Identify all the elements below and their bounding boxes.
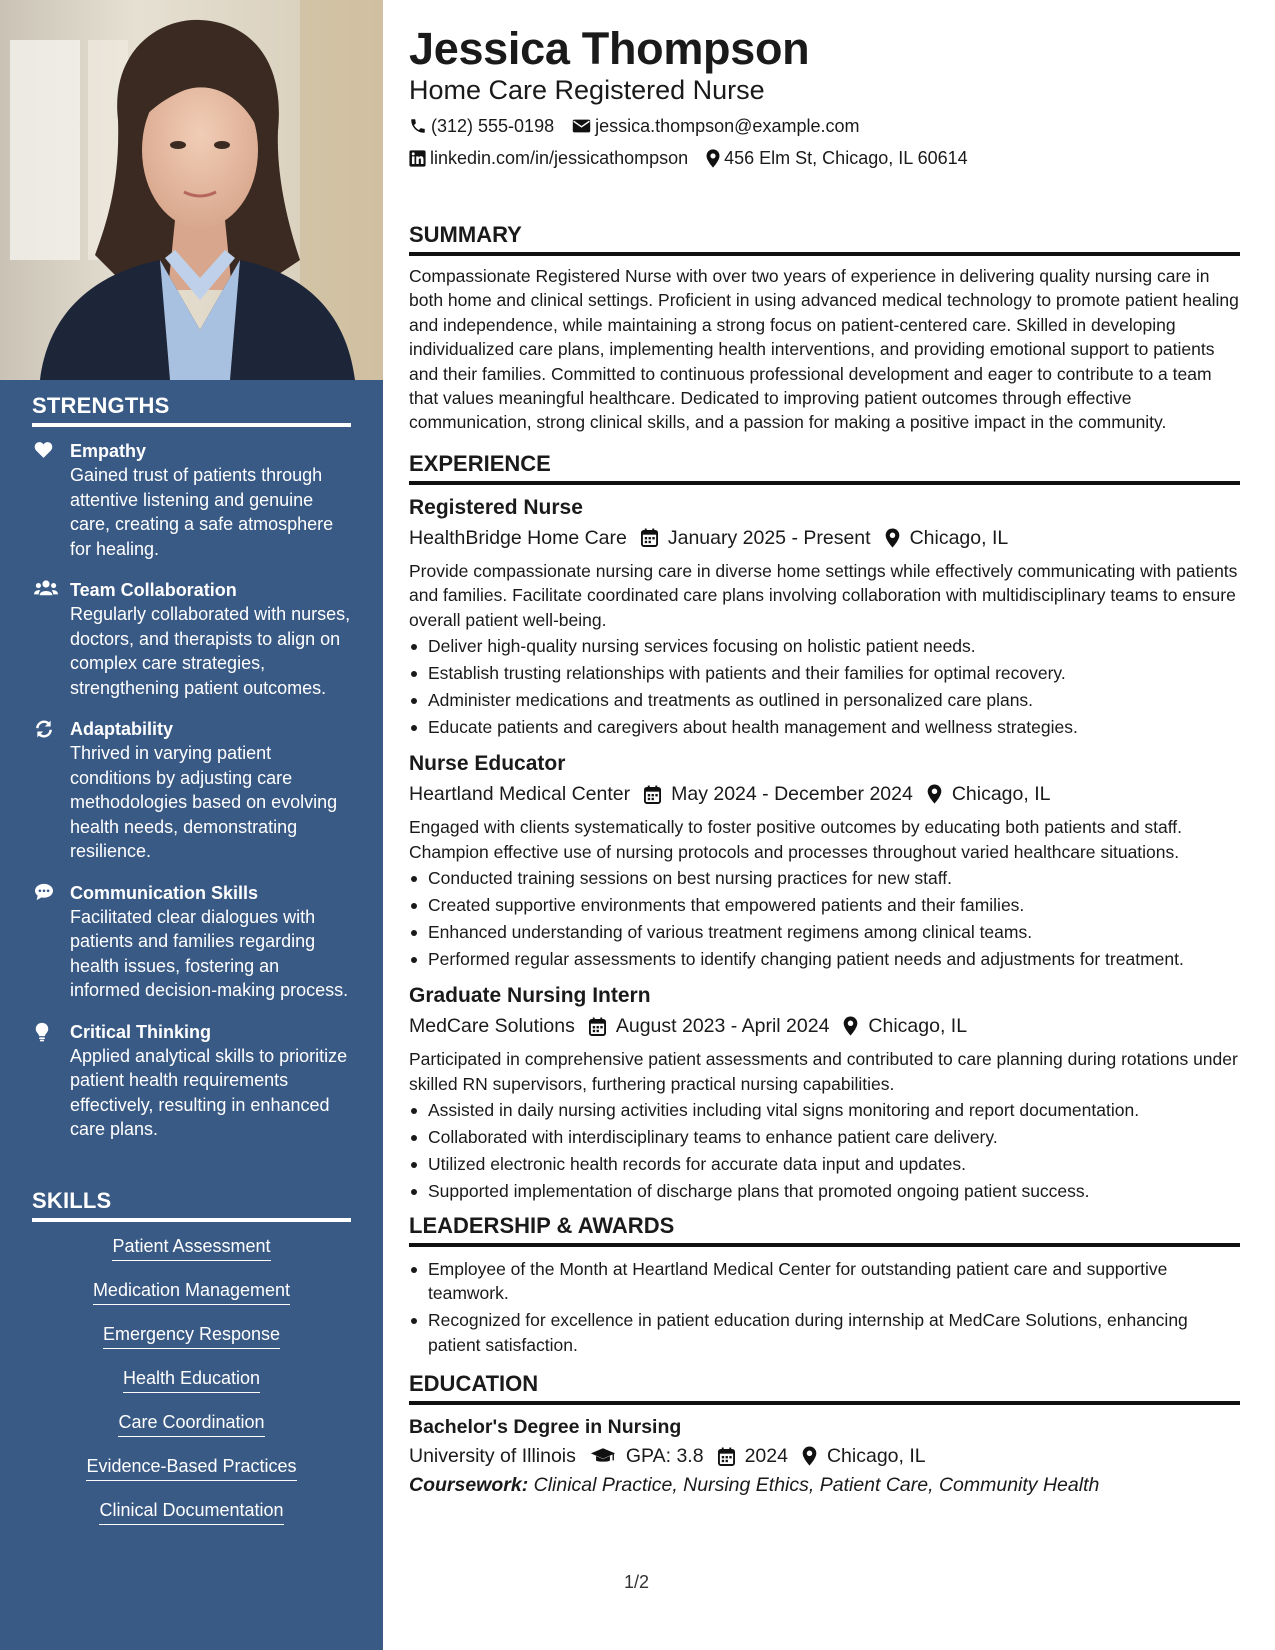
- experience-heading: EXPERIENCE: [409, 451, 1240, 485]
- bullet-item: Establish trusting relationships with patients and their families for optimal recovery.: [409, 661, 1240, 685]
- strength-item: [32, 439, 351, 561]
- lightbulb-icon: [32, 1020, 70, 1142]
- strength-item: [32, 717, 351, 864]
- refresh-icon: [32, 717, 70, 864]
- bullet-item: Assisted in daily nursing activities including vital signs monitoring and report documentation.: [409, 1098, 1240, 1122]
- candidate-role: Home Care Registered Nurse: [409, 75, 765, 105]
- contact-row: [409, 114, 1240, 138]
- email-text: jessica.thompson@example.com: [595, 116, 860, 136]
- job-company: Heartland Medical Center: [409, 783, 631, 806]
- bullet-item: Employee of the Month at Heartland Medical Center for outstanding patient care and supportive teamwork.: [409, 1257, 1240, 1306]
- location-pin-icon: [885, 528, 900, 548]
- edu-location: Chicago, IL: [826, 1445, 926, 1468]
- job-bullets: [409, 1098, 1240, 1203]
- location-pin-icon: [802, 1446, 817, 1466]
- skill-item: Evidence-Based Practices: [86, 1454, 296, 1481]
- gpa-wrap: [590, 1441, 704, 1471]
- skills-list: [32, 1234, 351, 1542]
- job-bullets: [409, 634, 1240, 739]
- edu-location-wrap: [802, 1441, 926, 1471]
- job-title: Registered Nurse: [409, 495, 583, 519]
- job-entry: [409, 749, 1240, 971]
- job-dates: January 2025 - Present: [667, 526, 871, 549]
- address-contact: [706, 146, 967, 170]
- job-dates-wrap: [589, 1011, 830, 1041]
- location-pin-icon: [843, 1016, 858, 1036]
- job-description: Engaged with clients systematically to foster positive outcomes by educating both patients and staff. Champion effective use of nursing protocols and processes throughout varied healthcare situations.: [409, 817, 1183, 862]
- job-entry: [409, 493, 1240, 739]
- skill-item: Clinical Documentation: [99, 1498, 283, 1525]
- gpa-text: GPA: 3.8: [625, 1445, 704, 1468]
- strengths-section: [32, 393, 351, 1159]
- job-description: Provide compassionate nursing care in diverse home settings while effectively communicating with patients and families. Facilitate coordinated care plans involving collaboration with multidisciplinary teams to ensure overall patient well-being.: [409, 560, 1238, 630]
- job-title: Nurse Educator: [409, 752, 566, 776]
- strength-description: Regularly collaborated with nurses, doctors, and therapists to align on complex care strategies, strengthening patient outcomes.: [70, 604, 351, 698]
- strength-title: Adaptability: [70, 719, 174, 739]
- linkedin-icon: [409, 150, 426, 167]
- heart-icon: [32, 439, 70, 561]
- summary-section: [409, 222, 1240, 435]
- strengths-heading: STRENGTHS: [32, 393, 351, 427]
- strength-item: [32, 1020, 351, 1142]
- strength-item: [32, 881, 351, 1003]
- strength-title: Communication Skills: [70, 882, 259, 903]
- job-location-wrap: [927, 779, 1051, 809]
- summary-text: Compassionate Registered Nurse with over two years of experience in delivering quality nursing care in both home and clinical settings. Proficient in using advanced medical technology to promote patient healing and independence, while maintaining a strong focus on patient-centered care. Skilled in developing individualized care plans, implementing health interventions, and providing emotional support to patients and their families. Committed to continuous professional development and eager to contribute to a team that values meaningful healthcare. Dedicated to improving patient outcomes through effective communication, strong clinical skills, and a passion for making a positive impact in the community.: [409, 266, 1239, 433]
- education-section: [409, 1371, 1240, 1499]
- job-meta: [409, 523, 1240, 553]
- calendar-icon: [589, 1017, 606, 1036]
- calendar-icon: [644, 785, 661, 804]
- skills-section: [32, 1188, 351, 1542]
- location-pin-icon: [927, 784, 942, 804]
- job-location: Chicago, IL: [951, 783, 1051, 806]
- email-contact[interactable]: [572, 114, 859, 138]
- main-content: [409, 22, 1240, 1499]
- bullet-item: Deliver high-quality nursing services focusing on holistic patient needs.: [409, 634, 1240, 658]
- job-meta: [409, 1011, 1240, 1041]
- strength-description: Thrived in varying patient conditions by adjusting care methodologies based on evolving health needs, demonstrating resilience.: [70, 743, 338, 861]
- skill-item: Patient Assessment: [112, 1234, 270, 1261]
- bullet-item: Performed regular assessments to identify changing patient needs and adjustments for treatment.: [409, 947, 1240, 971]
- school-name: University of Illinois: [409, 1445, 576, 1468]
- linkedin-contact[interactable]: [409, 146, 688, 170]
- job-bullets: [409, 866, 1240, 971]
- users-icon: [32, 578, 70, 700]
- bullet-item: Administer medications and treatments as outlined in personalized care plans.: [409, 688, 1240, 712]
- calendar-icon: [641, 528, 658, 547]
- bullet-item: Educate patients and caregivers about health management and wellness strategies.: [409, 715, 1240, 739]
- job-company: MedCare Solutions: [409, 1015, 575, 1038]
- address-text: 456 Elm St, Chicago, IL 60614: [724, 148, 968, 168]
- chat-icon: [32, 881, 70, 1003]
- envelope-icon: [572, 118, 591, 134]
- bullet-item: Enhanced understanding of various treatment regimens among clinical teams.: [409, 920, 1240, 944]
- leadership-section: [409, 1213, 1240, 1357]
- coursework-label: Coursework:: [409, 1474, 529, 1497]
- job-dates: May 2024 - December 2024: [671, 783, 913, 806]
- edu-year: 2024: [744, 1445, 788, 1468]
- strength-title: Empathy: [70, 441, 147, 461]
- leadership-heading: LEADERSHIP & AWARDS: [409, 1213, 1240, 1247]
- bullet-item: Collaborated with interdisciplinary teams to enhance patient care delivery.: [409, 1125, 1240, 1149]
- coursework-text: Clinical Practice, Nursing Ethics, Patient Care, Community Health: [533, 1474, 1100, 1497]
- job-dates: August 2023 - April 2024: [615, 1015, 830, 1038]
- strength-description: Applied analytical skills to prioritize patient health requirements effectively, resulting in enhanced care plans.: [70, 1045, 348, 1139]
- job-entry: [409, 981, 1240, 1203]
- strength-title: Team Collaboration: [70, 580, 237, 600]
- job-title: Graduate Nursing Intern: [409, 984, 651, 1008]
- bullet-item: Recognized for excellence in patient education during internship at MedCare Solutions, enhancing patient satisfaction.: [409, 1308, 1240, 1357]
- linkedin-text: linkedin.com/in/jessicathompson: [430, 148, 689, 168]
- page-number: 1/2: [624, 1572, 650, 1592]
- degree-title: Bachelor's Degree in Nursing: [409, 1416, 682, 1439]
- phone-text: (312) 555-0198: [431, 116, 555, 136]
- strength-description: Facilitated clear dialogues with patients and families regarding health issues, fostering an informed decision-making process.: [70, 906, 349, 1000]
- location-pin-icon: [706, 149, 720, 168]
- sidebar: [0, 0, 383, 1650]
- strength-title: Critical Thinking: [70, 1021, 212, 1042]
- summary-heading: SUMMARY: [409, 222, 1240, 256]
- skill-item: Emergency Response: [103, 1322, 280, 1349]
- bullet-item: Conducted training sessions on best nursing practices for new staff.: [409, 866, 1240, 890]
- candidate-name: Jessica Thompson: [409, 23, 810, 74]
- skill-item: Care Coordination: [118, 1410, 264, 1437]
- experience-section: [409, 451, 1240, 1203]
- skill-item: Medication Management: [93, 1278, 290, 1305]
- bullet-item: Utilized electronic health records for accurate data input and updates.: [409, 1152, 1240, 1176]
- strength-description: Gained trust of patients through attentive listening and genuine care, creating a safe atmosphere for healing.: [70, 465, 334, 559]
- phone-contact[interactable]: [409, 114, 554, 138]
- skill-item: Health Education: [123, 1366, 260, 1393]
- job-location-wrap: [885, 523, 1009, 553]
- profile-photo: [0, 0, 383, 380]
- coursework: [409, 1471, 1240, 1499]
- job-location: Chicago, IL: [909, 526, 1009, 549]
- calendar-icon: [718, 1447, 735, 1466]
- strength-item: [32, 578, 351, 700]
- contact-row: [409, 146, 1240, 170]
- job-location-wrap: [843, 1011, 967, 1041]
- job-description: Participated in comprehensive patient assessments and contributed to care planning during rotations under skilled RN supervisors, furthering practical nursing capabilities.: [409, 1049, 1238, 1094]
- job-dates-wrap: [644, 779, 913, 809]
- job-meta: [409, 779, 1240, 809]
- job-company: HealthBridge Home Care: [409, 526, 627, 549]
- skills-heading: SKILLS: [32, 1188, 351, 1222]
- phone-icon: [409, 117, 427, 135]
- graduation-cap-icon: [590, 1447, 616, 1465]
- leadership-bullets: [409, 1257, 1240, 1357]
- education-heading: EDUCATION: [409, 1371, 1240, 1405]
- bullet-item: Supported implementation of discharge plans that promoted ongoing patient success.: [409, 1179, 1240, 1203]
- edu-year-wrap: [718, 1441, 788, 1471]
- job-location: Chicago, IL: [868, 1015, 968, 1038]
- bullet-item: Created supportive environments that empowered patients and their families.: [409, 893, 1240, 917]
- education-meta: [409, 1441, 1240, 1471]
- job-dates-wrap: [641, 523, 871, 553]
